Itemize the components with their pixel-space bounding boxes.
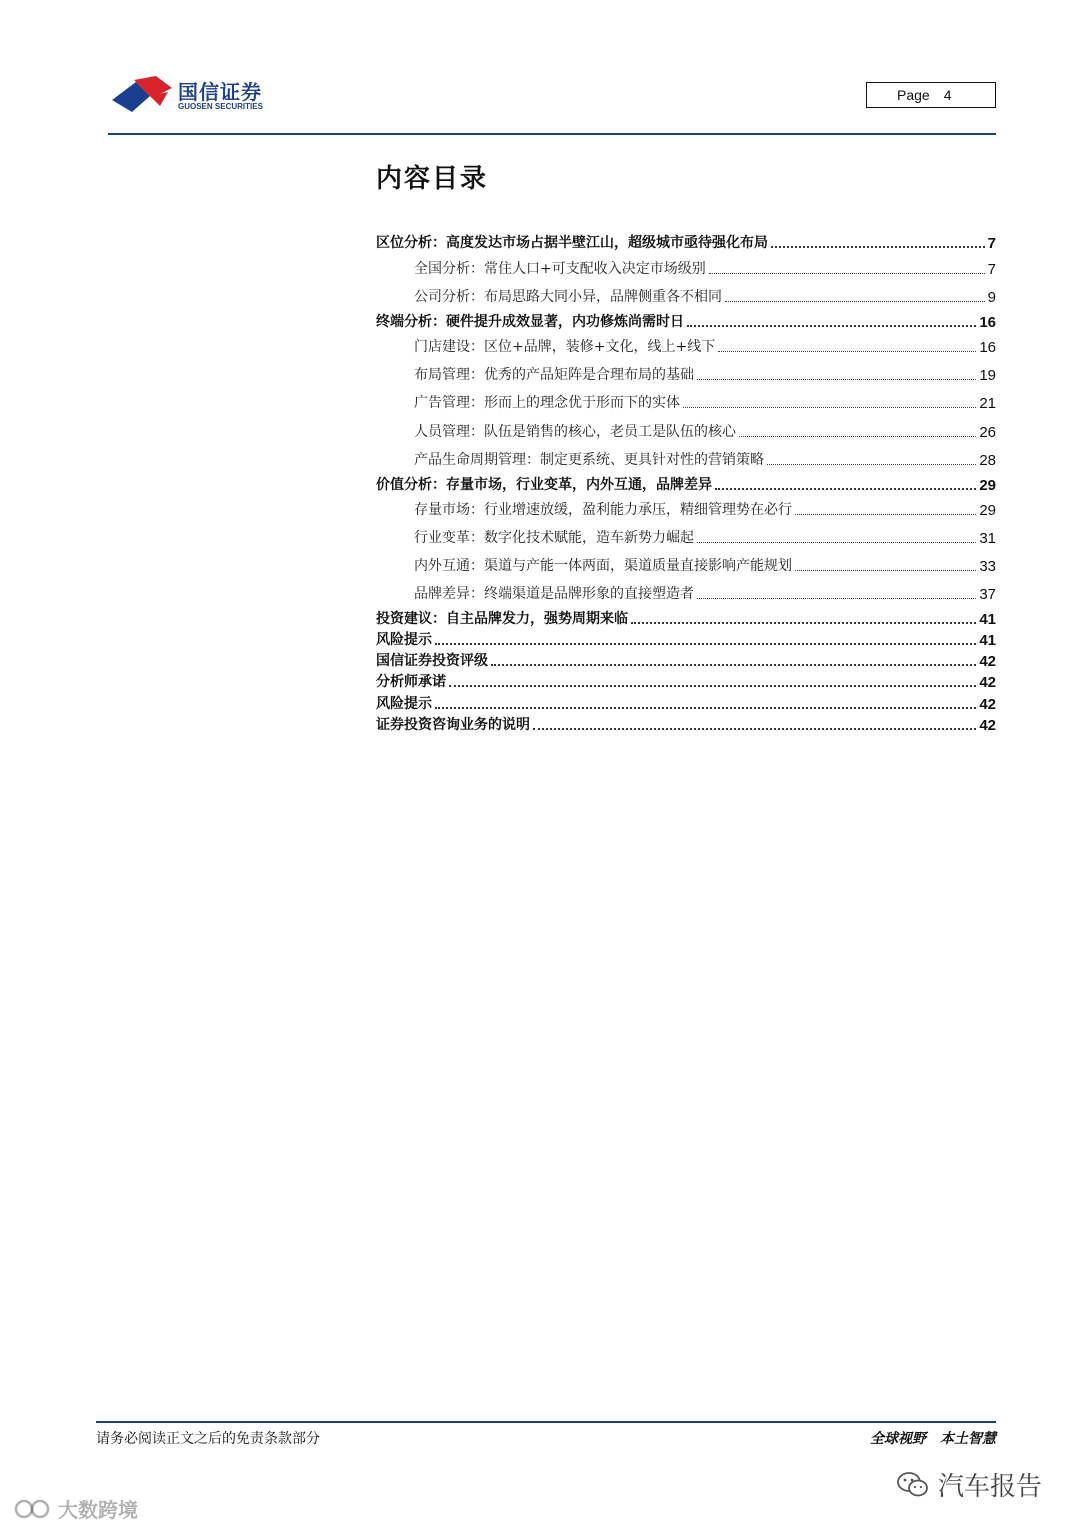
toc-entry-page: 41 <box>979 632 996 649</box>
toc-entry-subsection[interactable] <box>376 499 996 519</box>
toc-leader-dots <box>683 406 976 408</box>
toc-entry-section[interactable] <box>376 629 996 649</box>
page-label: Page <box>897 87 930 103</box>
toc-entry-title: 广告管理：形而上的理念优于形而下的实体 <box>414 395 680 411</box>
wechat-icon <box>896 1471 930 1499</box>
page-indicator <box>866 82 996 108</box>
toc-entry-title: 品牌差异：终端渠道是品牌形象的直接塑造者 <box>414 586 694 602</box>
toc-entry-page: 42 <box>979 653 996 670</box>
toc-entry-title: 公司分析：布局思路大同小异，品牌侧重各不相同 <box>414 289 722 305</box>
toc-entry-title: 证券投资咨询业务的说明 <box>376 717 530 733</box>
toc-leader-dots <box>533 727 976 730</box>
toc-entry-subsection[interactable] <box>376 392 996 412</box>
toc-entry-subsection[interactable] <box>376 449 996 469</box>
toc-leader-dots <box>697 597 976 599</box>
toc-entry-page: 7 <box>987 261 996 278</box>
toc-entry-title: 风险提示 <box>376 696 432 712</box>
toc-leader-dots <box>687 324 976 327</box>
toc-leader-dots <box>767 463 976 465</box>
toc-entry-title: 分析师承诺 <box>376 674 446 690</box>
toc-entry-subsection[interactable] <box>376 364 996 384</box>
watermark-right <box>896 1466 1042 1503</box>
toc-entry-page: 42 <box>979 717 996 734</box>
toc-leader-dots <box>715 487 976 490</box>
toc-entry-title: 布局管理：优秀的产品矩阵是合理布局的基础 <box>414 367 694 383</box>
toc-entry-subsection[interactable] <box>376 336 996 356</box>
toc-title: 内容目录 <box>376 164 489 194</box>
toc-entry-title: 门店建设：区位+品牌，装修+文化，线上+线下 <box>414 339 716 355</box>
toc-entry-section[interactable] <box>376 650 996 670</box>
toc-entry-title: 内外互通：渠道与产能一体两面，渠道质量直接影响产能规划 <box>414 558 792 574</box>
toc-entry-page: 42 <box>979 696 996 713</box>
toc-entry-page: 33 <box>979 558 996 575</box>
footer-divider <box>96 1421 996 1423</box>
toc-entry-title: 国信证券投资评级 <box>376 653 488 669</box>
toc-entry-page: 29 <box>979 502 996 519</box>
page-number: 4 <box>943 87 952 103</box>
toc-leader-dots <box>795 513 976 515</box>
footer-disclaimer: 请务必阅读正文之后的免责条款部分 <box>96 1431 320 1447</box>
toc-leader-dots <box>435 642 976 645</box>
watermark-left-text: 大数跨境 <box>58 1498 138 1522</box>
toc-entry-section[interactable] <box>376 311 996 331</box>
toc-leader-dots <box>449 684 976 687</box>
toc-entry-section[interactable] <box>376 608 996 628</box>
watermark-left <box>14 1494 138 1523</box>
toc-entry-page: 29 <box>979 477 996 494</box>
toc-entry-section[interactable] <box>376 232 996 252</box>
watermark-right-text: 汽车报告 <box>937 1472 1042 1502</box>
toc-entry-title: 人员管理：队伍是销售的核心，老员工是队伍的核心 <box>414 424 736 440</box>
toc-leader-dots <box>725 300 985 302</box>
footer-slogan: 全球视野 本土智慧 <box>870 1431 996 1447</box>
toc-entry-title: 存量市场：行业增速放缓，盈利能力承压，精细管理势在必行 <box>414 502 792 518</box>
toc-entry-subsection[interactable] <box>376 421 996 441</box>
toc-leader-dots <box>697 541 976 543</box>
watermark-logo-icon <box>14 1496 54 1522</box>
toc-entry-section[interactable] <box>376 714 996 734</box>
logo-text-cn: 国信证券 <box>178 80 262 104</box>
toc-entry-page: 21 <box>979 395 996 412</box>
toc-entry-title: 行业变革：数字化技术赋能，造车新势力崛起 <box>414 530 694 546</box>
toc-leader-dots <box>709 272 985 274</box>
toc-entry-title: 投资建议：自主品牌发力，强势周期来临 <box>376 611 628 627</box>
header-divider <box>108 133 996 135</box>
toc-leader-dots <box>435 706 976 709</box>
toc-entry-subsection[interactable] <box>376 583 996 603</box>
toc-entry-title: 产品生命周期管理：制定更系统、更具针对性的营销策略 <box>414 452 764 468</box>
toc-entry-page: 37 <box>979 586 996 603</box>
toc-entry-page: 9 <box>987 289 996 306</box>
toc-leader-dots <box>718 350 976 352</box>
toc-entry-subsection[interactable] <box>376 527 996 547</box>
toc-leader-dots <box>795 569 976 571</box>
toc-leader-dots <box>771 245 985 248</box>
toc-entry-title: 全国分析：常住人口+可支配收入决定市场级别 <box>414 261 706 277</box>
toc-entry-page: 7 <box>987 235 996 252</box>
toc-leader-dots <box>631 621 976 624</box>
toc-entry-section[interactable] <box>376 474 996 494</box>
toc-entry-page: 16 <box>979 339 996 356</box>
guosen-logo-mark-icon <box>110 72 174 116</box>
table-of-contents <box>376 232 996 742</box>
toc-entry-title: 终端分析：硬件提升成效显著，内功修炼尚需时日 <box>376 314 684 330</box>
toc-leader-dots <box>739 435 976 437</box>
toc-entry-subsection[interactable] <box>376 258 996 278</box>
toc-entry-page: 41 <box>979 611 996 628</box>
guosen-logo <box>110 72 280 116</box>
toc-entry-title: 价值分析：存量市场，行业变革，内外互通，品牌差异 <box>376 477 712 493</box>
toc-entry-page: 31 <box>979 530 996 547</box>
toc-entry-subsection[interactable] <box>376 286 996 306</box>
toc-leader-dots <box>697 378 976 380</box>
toc-entry-page: 16 <box>979 314 996 331</box>
toc-entry-page: 19 <box>979 367 996 384</box>
toc-entry-section[interactable] <box>376 671 996 691</box>
toc-entry-page: 42 <box>979 674 996 691</box>
toc-leader-dots <box>491 663 976 666</box>
logo-text-en: GUOSEN SECURITIES <box>178 102 263 111</box>
toc-entry-page: 28 <box>979 452 996 469</box>
toc-entry-title: 风险提示 <box>376 632 432 648</box>
toc-entry-section[interactable] <box>376 693 996 713</box>
toc-entry-title: 区位分析：高度发达市场占据半壁江山，超级城市亟待强化布局 <box>376 235 768 251</box>
toc-entry-subsection[interactable] <box>376 555 996 575</box>
toc-entry-page: 26 <box>979 424 996 441</box>
